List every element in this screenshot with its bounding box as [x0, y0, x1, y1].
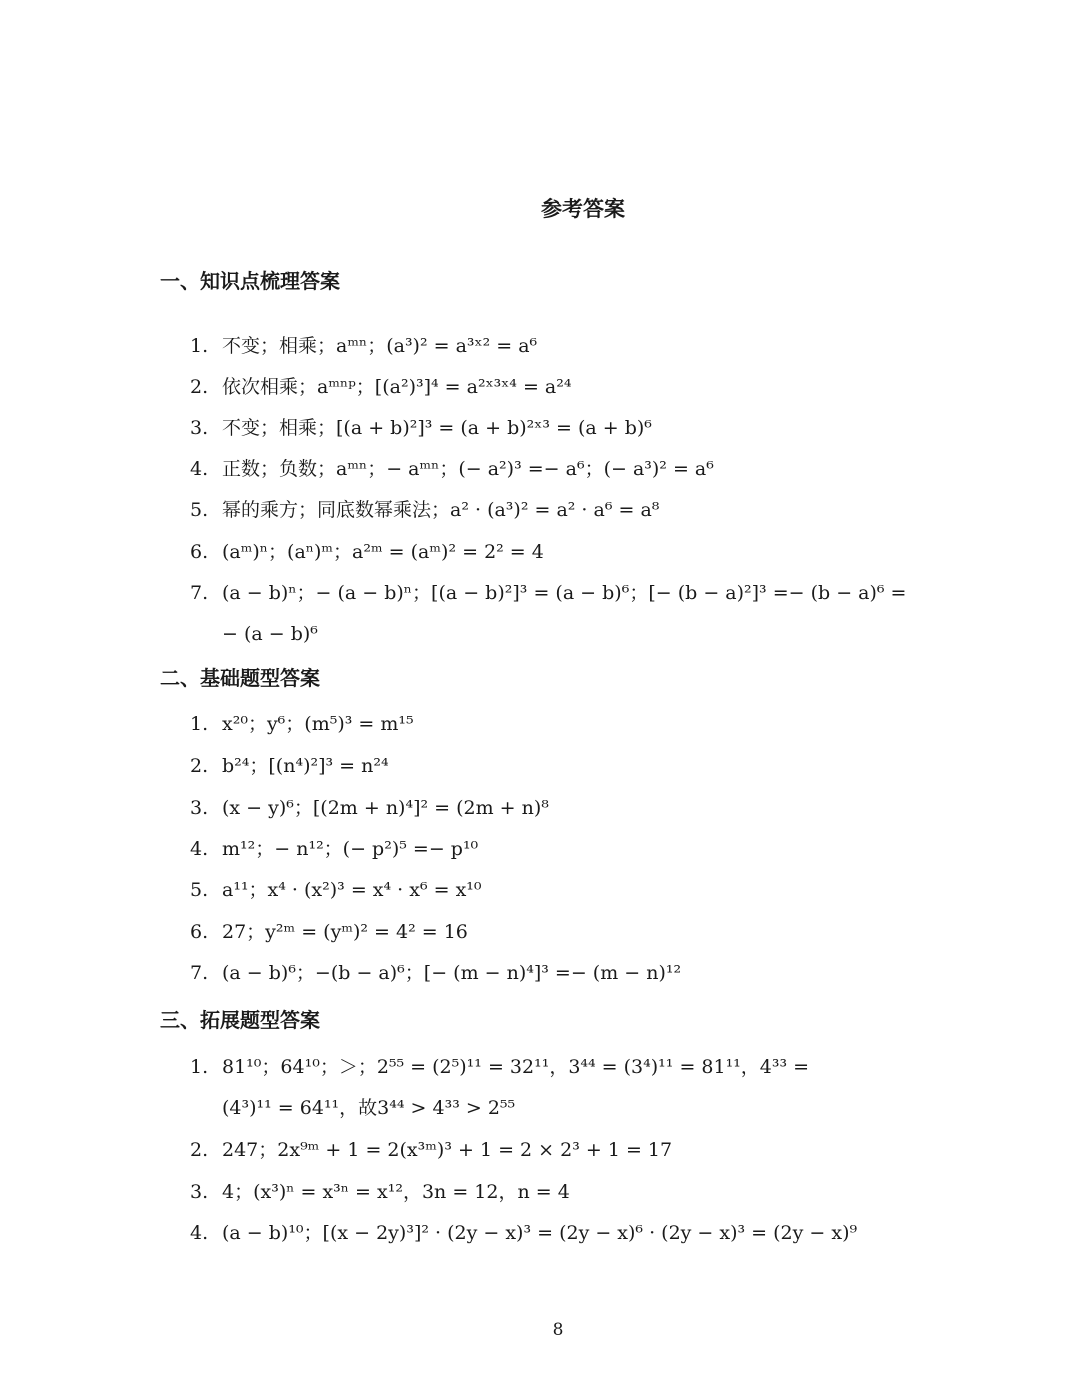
page-number: 8 [552, 1320, 564, 1340]
list-item [190, 923, 468, 942]
section-heading-2: 二、基础题型答案 [160, 666, 320, 690]
item-number: 5. [190, 499, 209, 521]
item-number: 6. [190, 541, 209, 563]
item-number: 2. [190, 755, 209, 777]
list-item [190, 881, 482, 900]
item-text: x²⁰；y⁶；(m⁵)³ = m¹⁵ [222, 713, 414, 735]
page-title: 参考答案 [541, 197, 625, 221]
item-text: 247；2x⁹ᵐ + 1 = 2(x³ᵐ)³ + 1 = 2 × 2³ + 1 = 17 [222, 1139, 673, 1161]
item-text: 4；(x³)ⁿ = x³ⁿ = x¹²，3n = 12，n = 4 [222, 1181, 570, 1203]
list-item [190, 543, 544, 562]
item-number: 7. [190, 582, 209, 604]
item-number: 1. [190, 713, 209, 735]
item-number: 3. [190, 797, 209, 819]
list-item [190, 964, 681, 983]
item-number: 3. [190, 417, 209, 439]
list-item [190, 840, 478, 859]
list-item [190, 584, 906, 603]
item-text: m¹²；− n¹²；(− p²)⁵ =− p¹⁰ [222, 838, 479, 860]
list-item-continuation: (4³)¹¹ = 64¹¹，故3⁴⁴ > 4³³ > 2⁵⁵ [222, 1097, 516, 1119]
item-text: (aᵐ)ⁿ；(aⁿ)ᵐ；a²ᵐ = (aᵐ)² = 2² = 4 [222, 541, 544, 563]
item-number: 2. [190, 1139, 209, 1161]
list-item [190, 1141, 672, 1160]
item-text: 81¹⁰；64¹⁰；＞；2⁵⁵ = (2⁵)¹¹ = 32¹¹，3⁴⁴ = (3⁴)¹¹ = 81¹¹，4³³ = [222, 1056, 810, 1078]
section-heading-3: 三、拓展题型答案 [160, 1008, 320, 1032]
list-item [190, 757, 389, 776]
list-item [190, 378, 571, 397]
item-text: b²⁴；[(n⁴)²]³ = n²⁴ [222, 755, 389, 777]
item-text: 不变；相乘；[(a + b)²]³ = (a + b)²ˣ³ = (a + b)⁶ [222, 417, 652, 439]
list-item [190, 501, 659, 520]
item-text: 不变；相乘；aᵐⁿ；(a³)² = a³ˣ² = a⁶ [222, 335, 538, 357]
item-number: 1. [190, 1056, 209, 1078]
item-text: 幂的乘方；同底数幂乘法；a² · (a³)² = a² · a⁶ = a⁸ [222, 499, 660, 521]
item-text: 正数；负数；aᵐⁿ；− aᵐⁿ；(− a²)³ =− a⁶；(− a³)² = a⁶ [222, 458, 714, 480]
item-number: 1. [190, 335, 209, 357]
list-item [190, 337, 537, 356]
item-number: 4. [190, 1222, 209, 1244]
item-number: 7. [190, 962, 209, 984]
item-number: 6. [190, 921, 209, 943]
list-item [190, 1183, 570, 1202]
list-item [190, 1224, 857, 1243]
item-text: (a − b)¹⁰；[(x − 2y)³]² · (2y − x)³ = (2y − x)⁶ · (2y − x)³ = (2y − x)⁹ [222, 1222, 858, 1244]
item-text: (x − y)⁶；[(2m + n)⁴]² = (2m + n)⁸ [222, 797, 549, 819]
item-number: 4. [190, 458, 209, 480]
item-text: (a − b)ⁿ；− (a − b)ⁿ；[(a − b)²]³ = (a − b)⁶；[− (b − a)²]³ =− (b − a)⁶ = [222, 582, 907, 604]
list-item [190, 460, 714, 479]
item-text: 27；y²ᵐ = (yᵐ)² = 4² = 16 [222, 921, 468, 943]
list-item [190, 799, 549, 818]
item-number: 3. [190, 1181, 209, 1203]
list-item-continuation: − (a − b)⁶ [222, 623, 318, 645]
item-text: (a − b)⁶；−(b − a)⁶；[− (m − n)⁴]³ =− (m − n)¹² [222, 962, 682, 984]
list-item [190, 715, 414, 734]
item-text: 依次相乘；aᵐⁿᵖ；[(a²)³]⁴ = a²ˣ³ˣ⁴ = a²⁴ [222, 376, 572, 398]
list-item [190, 419, 652, 438]
item-number: 4. [190, 838, 209, 860]
item-text: a¹¹；x⁴ · (x²)³ = x⁴ · x⁶ = x¹⁰ [222, 879, 482, 901]
item-number: 2. [190, 376, 209, 398]
item-number: 5. [190, 879, 209, 901]
list-item [190, 1058, 809, 1077]
section-heading-1: 一、知识点梳理答案 [160, 269, 340, 293]
